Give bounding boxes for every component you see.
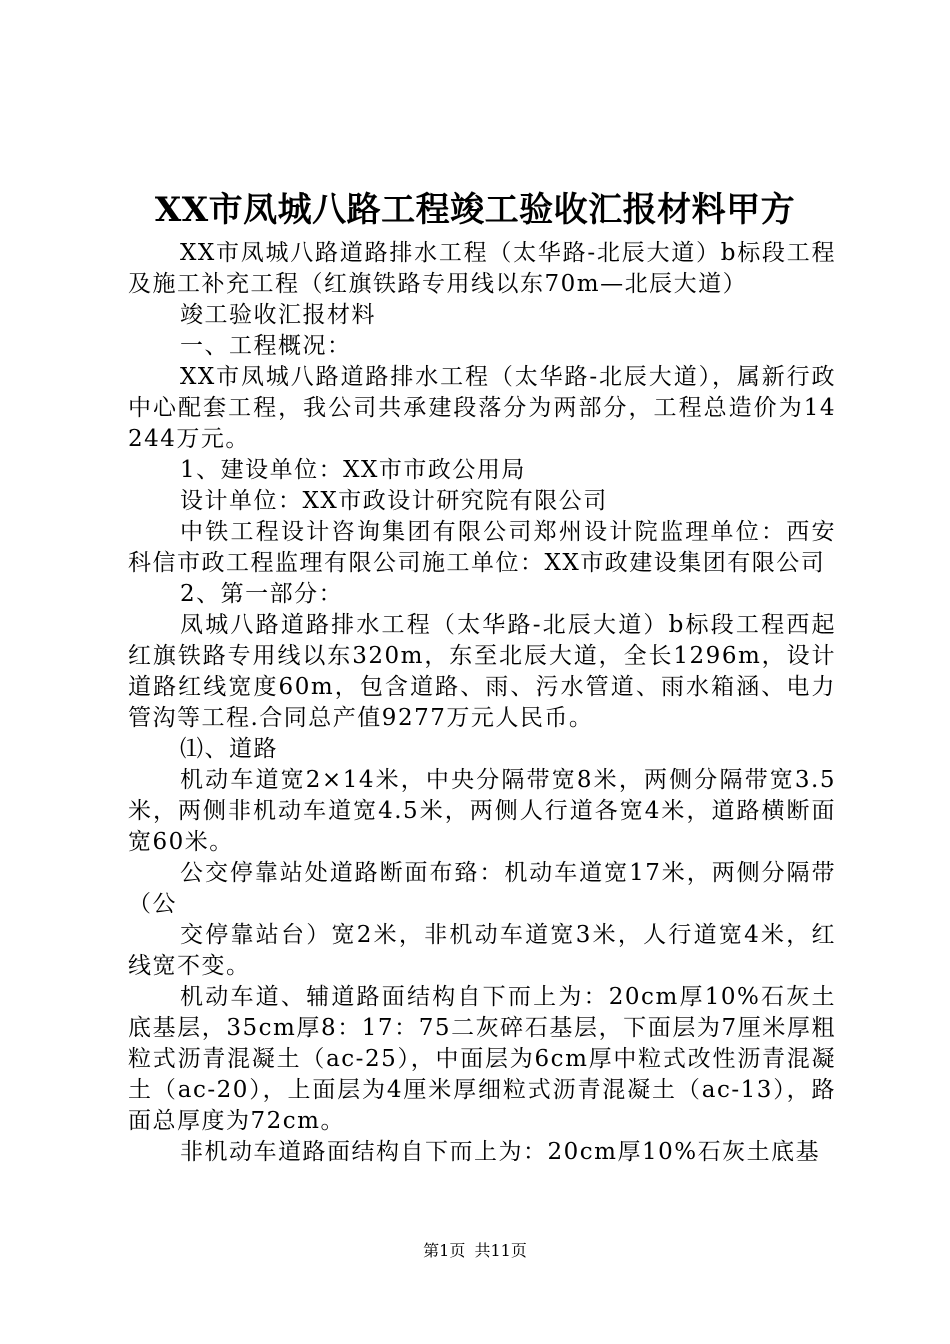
page-footer: [0, 1241, 950, 1261]
paragraph: 2、第一部分：: [180, 581, 344, 607]
paragraph: 一、工程概况：: [180, 333, 352, 359]
paragraph: XX市凤城八路道路排水工程（太华路-北辰大道），属新行政中心配套工程，我公司共承建段落分为两部分，工程总造价为14244万元。: [128, 364, 836, 452]
paragraph: 中铁工程设计咨询集团有限公司郑州设计院监理单位：西安科信市政工程监理有限公司施工单位：XX市政建设集团有限公司: [128, 519, 836, 576]
paragraph: 机动车道、辅道路面结构自下而上为：20cm厚10%石灰土底基层，35cm厚8：17：75二灰碎石基层，下面层为7厘米厚粗粒式沥青混凝土（ac-25），中面层为6cm厚中粒式改性沥青混凝土（ac-20），上面层为4厘米厚细粒式沥青混凝土（ac-13），路面总厚度为72cm。: [128, 984, 836, 1134]
paragraph: 公交停靠站处道路断面布臵：机动车道宽17米，两侧分隔带（公: [128, 860, 836, 917]
paragraph: 设计单位：XX市政设计研究院有限公司: [180, 488, 608, 514]
paragraph: 机动车道宽2×14米，中央分隔带宽8米，两侧分隔带宽3.5米，两侧非机动车道宽4.5米，两侧人行道各宽4米，道路横断面宽60米。: [128, 767, 836, 855]
page-total: 共11页: [474, 1241, 527, 1260]
paragraph: XX市凤城八路道路排水工程（太华路-北辰大道）b标段工程及施工补充工程（红旗铁路专用线以东70m—北辰大道）: [128, 240, 836, 297]
paragraph: 竣工验收汇报材料: [180, 302, 376, 328]
paragraph: ⑴、道路: [180, 736, 278, 762]
page-number: 第1页: [423, 1241, 466, 1260]
paragraph: 1、建设单位：XX市市政公用局: [180, 457, 526, 483]
paragraph: 凤城八路道路排水工程（太华路-北辰大道）b标段工程西起红旗铁路专用线以东320m，东至北辰大道，全长1296m，设计道路红线宽度60m，包含道路、雨、污水管道、雨水箱涵、电力管沟等工程.合同总产值9277万元人民币。: [128, 612, 836, 731]
paragraph: 非机动车道路面结构自下而上为：20cm厚10%石灰土底基: [180, 1139, 821, 1165]
paragraph: 交停靠站台）宽2米，非机动车道宽3米，人行道宽4米，红线宽不变。: [128, 922, 836, 979]
document-title: XX市凤城八路工程竣工验收汇报材料甲方: [154, 190, 796, 230]
document-body: [128, 238, 836, 1168]
